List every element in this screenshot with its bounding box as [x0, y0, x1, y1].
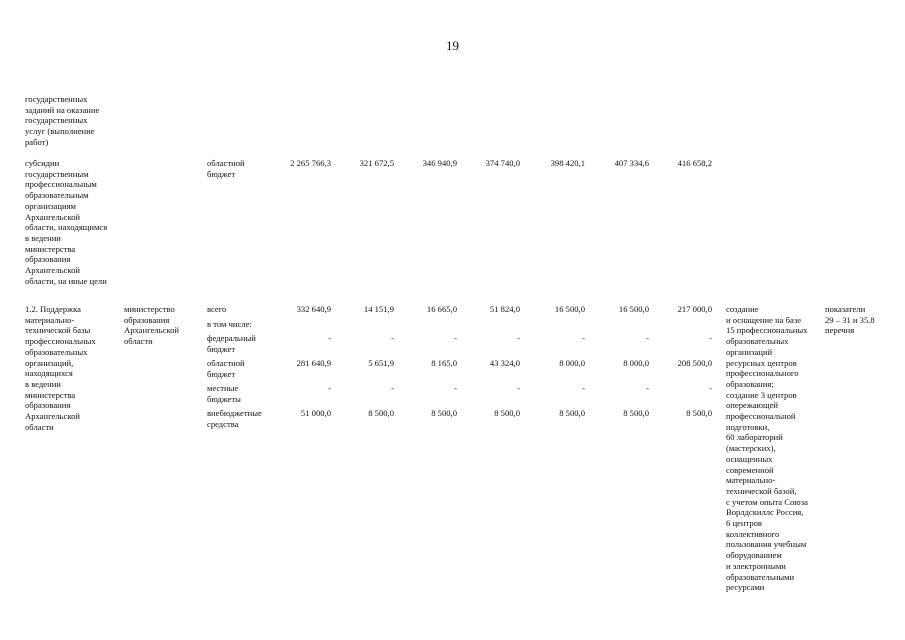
subsidy-value-col-4: 374 740,0: [485, 158, 520, 168]
source-federal-value-col-1: -: [328, 333, 331, 343]
source-local-value-col-5: -: [582, 383, 585, 393]
subsidy-row-name: субсидии государственным профессиональным образовательным организациям Архангельской области, находящимся в ведении министерства образования Архангельской области, на иные цели: [25, 158, 108, 286]
row-1-2-indicators: показатели 29 – 31 и 35.8 перечня: [825, 304, 875, 336]
source-local-value-col-6: -: [646, 383, 649, 393]
source-regional-value-col-4: 43 324,0: [489, 358, 520, 368]
source-federal-value-col-3: -: [454, 333, 457, 343]
source-label-regional: областной бюджет: [207, 358, 245, 379]
subsidy-row-source: областной бюджет: [207, 158, 245, 179]
source-total-value-col-7: 217 000,0: [677, 304, 712, 314]
source-label-federal: федеральный бюджет: [207, 333, 256, 354]
source-extrabudgetary-value-col-4: 8 500,0: [494, 408, 520, 418]
source-total-value-col-2: 14 151,9: [363, 304, 394, 314]
source-regional-value-col-2: 5 651,9: [368, 358, 394, 368]
source-federal-value-col-5: -: [582, 333, 585, 343]
source-label-including: в том числе:: [207, 319, 252, 329]
source-regional-value-col-1: 281 640,9: [296, 358, 331, 368]
subsidy-value-col-7: 416 658,2: [677, 158, 712, 168]
source-local-value-col-2: -: [391, 383, 394, 393]
source-extrabudgetary-value-col-1: 51 000,0: [300, 408, 331, 418]
subsidy-value-col-5: 398 420,1: [550, 158, 585, 168]
source-total-value-col-5: 16 500,0: [554, 304, 585, 314]
source-regional-value-col-7: 208 500,0: [677, 358, 712, 368]
source-federal-value-col-4: -: [517, 333, 520, 343]
subsidy-value-col-6: 407 334,6: [614, 158, 649, 168]
source-extrabudgetary-value-col-2: 8 500,0: [368, 408, 394, 418]
row-1-2-result: создание и оснащение на базе 15 профессиональных образовательных организаций ресурсных центров профессионального образования; создание 3 центров опережающей профессиональной подготовки, 60 лабораторий (мастерских), оснащенных современной материально- технической базой, с учетом опыта Союза Ворлдскиллс Россия, 6 центров коллективного пользования учебным оборудованием и электронными образовательными ресурсами: [726, 304, 808, 593]
subsidy-value-col-3: 346 940,9: [422, 158, 457, 168]
source-label-local: местные бюджеты: [207, 383, 241, 404]
source-regional-value-col-6: 8 000,0: [623, 358, 649, 368]
row-1-2-name: 1.2. Поддержка материально- технической базы профессиональных образовательных организаций, находящихся в ведении министерства образования Архангельской области: [25, 304, 96, 432]
source-label-extrabudgetary: внебюджетные средства: [207, 408, 262, 429]
source-federal-value-col-2: -: [391, 333, 394, 343]
source-total-value-col-4: 51 824,0: [489, 304, 520, 314]
row-1-2-executor: министерство образования Архангельской области: [124, 304, 179, 347]
source-local-value-col-3: -: [454, 383, 457, 393]
continuation-text: государственных заданий на оказание государственных услуг (выполнение работ): [25, 94, 100, 147]
source-local-value-col-4: -: [517, 383, 520, 393]
source-extrabudgetary-value-col-5: 8 500,0: [559, 408, 585, 418]
subsidy-value-col-1: 2 265 766,3: [290, 158, 331, 168]
source-local-value-col-1: -: [328, 383, 331, 393]
source-total-value-col-1: 332 640,9: [296, 304, 331, 314]
source-total-value-col-6: 16 500,0: [618, 304, 649, 314]
subsidy-value-col-2: 321 672,5: [359, 158, 394, 168]
source-local-value-col-7: -: [709, 383, 712, 393]
source-extrabudgetary-value-col-7: 8 500,0: [686, 408, 712, 418]
source-federal-value-col-6: -: [646, 333, 649, 343]
source-regional-value-col-3: 8 165,0: [431, 358, 457, 368]
source-extrabudgetary-value-col-6: 8 500,0: [623, 408, 649, 418]
source-total-value-col-3: 16 665,0: [426, 304, 457, 314]
page-number: 19: [446, 38, 459, 53]
source-federal-value-col-7: -: [709, 333, 712, 343]
source-regional-value-col-5: 8 000,0: [559, 358, 585, 368]
source-extrabudgetary-value-col-3: 8 500,0: [431, 408, 457, 418]
source-label-total: всего: [207, 304, 227, 314]
